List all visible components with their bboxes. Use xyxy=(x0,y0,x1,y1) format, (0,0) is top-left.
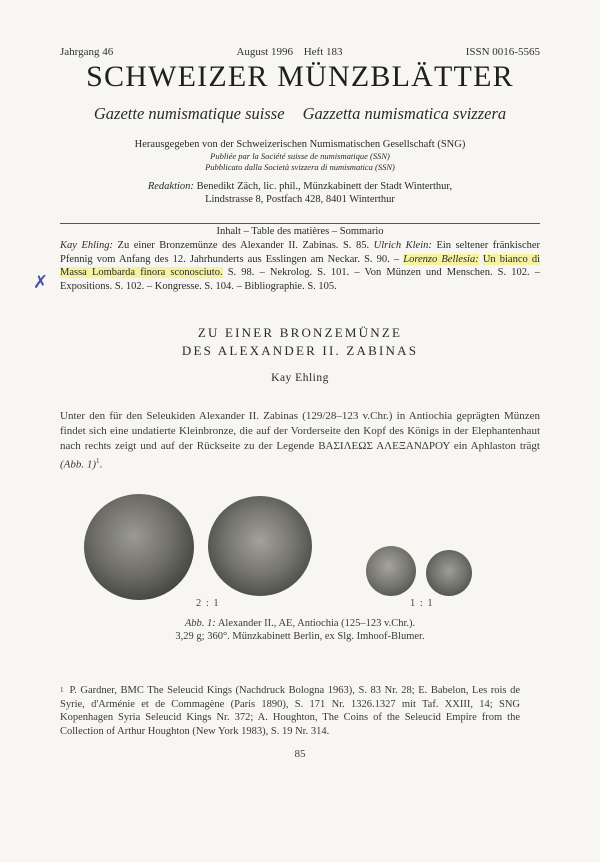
publisher-it: Pubblicato dalla Società svizzera di numismatica (SSN) xyxy=(205,162,395,172)
coin-obverse-small-image xyxy=(366,546,416,596)
issn: ISSN 0016-5565 xyxy=(465,46,540,58)
toc-entry-3-rest: S. 98. – Nekrolog. S. 101. – Von xyxy=(227,267,382,278)
scale-large: 2 : 1 xyxy=(196,598,220,609)
editor-line1: Benedikt Zäch, lic. phil., Münzkabinett der Stadt Winterthur, xyxy=(196,181,453,192)
article-title xyxy=(60,324,540,360)
volume: Jahrgang 46 xyxy=(60,46,114,58)
figure-reference: (Abb. 1) xyxy=(60,458,97,471)
footnote xyxy=(60,684,520,738)
caption-line1: Alexander II., AE, Antiochia (125–123 v.Chr.). xyxy=(217,618,416,629)
caption-line2: 3,29 g; 360°. Münzkabinett Berlin, ex Slg. Imhoof-Blumer. xyxy=(175,631,425,642)
publisher-de: Herausgegeben von der Schweizerischen Numismatischen Gesellschaft (SNG) xyxy=(134,139,466,150)
toc-author-3: Lorenzo Bellesia: xyxy=(403,253,479,265)
coin-reverse-small-image xyxy=(426,550,472,596)
footnote-text: P. Gardner, BMC The Seleucid Kings (Nachdruck Bologna 1963), S. 83 Nr. 28; E. Babelon, Les rois de Syrie, d'Arménie et de Commagène (Paris 1890), S. 171 Nr. 1326.1327 mit Taf. XXIII, 14; SNG Kopenhagen Syria Seleucid Kings Nr. 372; A. Houghton, The Coins of the Seleucid Empire from the Collection of Arthur Houghton (New York 1983), S. 19 Nr. 314. xyxy=(60,685,520,737)
page-number: 85 xyxy=(294,748,306,760)
subtitle-it: Gazzetta numismatica svizzera xyxy=(302,104,507,123)
footnote-ref: 1 xyxy=(96,457,100,465)
toc-entry-2: Ein seltener fränkischer Pfennig vom Anfang des 12. Jahrhunderts aus Esslingen am Neckar. S. 90. – xyxy=(60,240,541,265)
issue: Heft 183 xyxy=(303,46,343,58)
issue-date xyxy=(236,46,342,58)
handwritten-mark-icon: ✗ xyxy=(33,272,49,293)
footnote-number: 1 xyxy=(60,686,64,694)
toc-author-2: Ulrich Klein: xyxy=(373,240,432,251)
article-title-line2: DES ALEXANDER II. ZABINAS xyxy=(181,343,419,358)
coin-reverse-large-image xyxy=(208,496,312,596)
date: August 1996 xyxy=(236,46,293,58)
toc-entry-3: Un bianco di Massa Lombarda finora sconosciuto. xyxy=(60,253,541,278)
paragraph-text: Unter den für den Seleukiden Alexander II. Zabinas (129/28–123 v.Chr.) in Antiochia geprägten Münzen findet sich eine undatierte Kleinbronze, die auf der Vorderseite den Kopf des Königs in der Elephantenhaut nach rechts zeigt und auf der Rückseite zu der Legende ΒΑΣΙΛΕΩΣ ΑΛΕΞΑΝΔΡΟΥ ein Aphlaston trägt xyxy=(60,410,540,452)
figure-caption xyxy=(60,617,540,643)
publisher-fr: Publiée par la Société suisse de numismatique (SSN) xyxy=(210,151,390,161)
coin-figure xyxy=(60,490,540,610)
publisher-block xyxy=(60,139,540,173)
issue-line xyxy=(60,46,540,58)
editor-block xyxy=(60,180,540,206)
table-of-contents xyxy=(60,239,540,293)
toc-entry-4: Münzen und Menschen. S. 102. – Expositions. S. 102. – Kongresse. S. 104. – Bibliographie. S. 105. xyxy=(60,267,541,292)
article-paragraph: Unter den für den Seleukiden Alexander II. Zabinas (129/28–123 v.Chr.) in Antiochia geprägten Münzen findet sich eine undatierte Kleinbronze, die auf der Vorderseite den Kopf des Königs in der Elephantenhaut nach rechts zeigt und auf der Rückseite zu der Legende ΒΑΣΙΛΕΩΣ ΑΛΕΞΑΝΔΡΟΥ ein Aphlaston trägt (Abb. 1)$^1$. xyxy=(60,410,540,471)
toc-entry-1: Zu einer Bronzemünze des Alexander II. Zabinas. S. 85. xyxy=(117,240,370,251)
editor-line2: Lindstrasse 8, Postfach 428, 8401 Winterthur xyxy=(205,194,395,205)
subtitle-fr: Gazette numismatique suisse xyxy=(93,104,285,123)
scale-small: 1 : 1 xyxy=(410,598,434,609)
editor-label: Redaktion: xyxy=(147,181,194,192)
coin-obverse-large-image xyxy=(84,494,194,600)
journal-subtitle xyxy=(60,104,540,124)
caption-label: Abb. 1: xyxy=(184,618,216,629)
journal-title: SCHWEIZER MÜNZBLÄTTER xyxy=(86,60,514,93)
divider xyxy=(60,223,540,224)
article-author: Kay Ehling xyxy=(271,372,329,384)
contents-heading: Inhalt – Table des matières – Sommario xyxy=(216,226,384,237)
article-title-line1: ZU EINER BRONZEMÜNZE xyxy=(197,325,403,340)
toc-author-1: Kay Ehling: xyxy=(60,240,113,251)
